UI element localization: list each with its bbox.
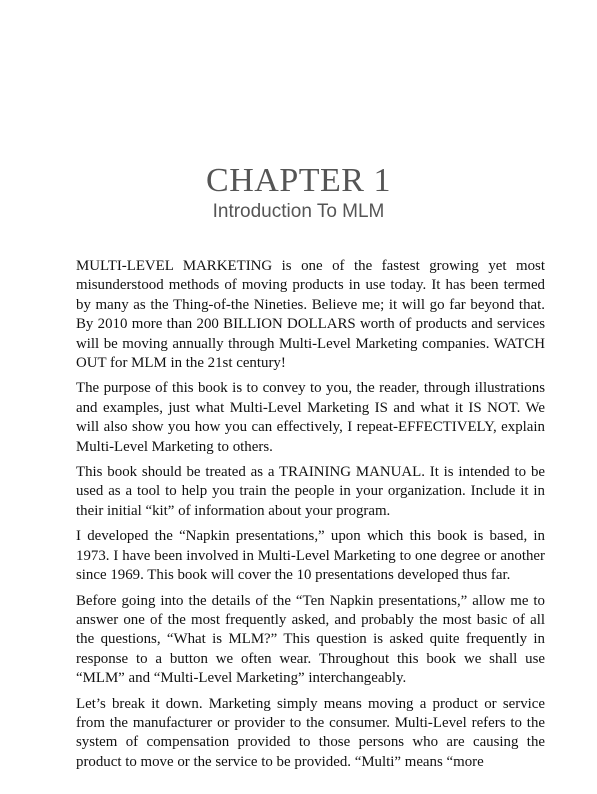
chapter-title: CHAPTER 1: [206, 162, 391, 199]
chapter-heading: [0, 162, 597, 224]
paragraph: Let’s break it down. Marketing simply means moving a product or service from the manufacturer or provider to the consumer. Multi-Level refers to the system of compensation provided to those persons who are causing the product to move or the service to be provided. “Multi” means “more: [76, 695, 545, 770]
paragraph: I developed the “Napkin presentations,” upon which this book is based, in 1973. I have been involved in Multi-Level Marketing to one degree or another since 1969. This book will cover the 10 presentations developed thus far.: [76, 528, 545, 584]
body-text: [76, 257, 545, 778]
paragraph: This book should be treated as a TRAINING MANUAL. It is intended to be used as a tool to help you train the people in your organization. Include it in their initial “kit” of information about your program.: [76, 464, 545, 519]
paragraph: The purpose of this book is to convey to you, the reader, through illustrations and examples, just what Multi-Level Marketing IS and what it IS NOT. We will also show you how you can effectively, I repeat-EFFECTIVELY, explain Multi-Level Marketing to others.: [76, 380, 545, 455]
paragraph: MULTI-LEVEL MARKETING is one of the fastest growing yet most misunderstood methods of moving products in use today. It has been termed by many as the Thing-of-the Nineties. Believe me; it will go far beyond that. By 2010 more than 200 BILLION DOLLARS worth of products and services will be moving annually through Multi-Level Marketing companies. WATCH OUT for MLM in the 21st century!: [76, 258, 545, 372]
paragraph: Before going into the details of the “Ten Napkin presentations,” allow me to answer one of the most frequently asked, and probably the most basic of all the questions, “What is MLM?” This question is asked quite frequently in response to a button we often wear. Throughout this book we shall use “MLM” and “Multi-Level Marketing” interchangeably.: [76, 592, 545, 687]
chapter-subtitle: Introduction To MLM: [212, 201, 385, 222]
